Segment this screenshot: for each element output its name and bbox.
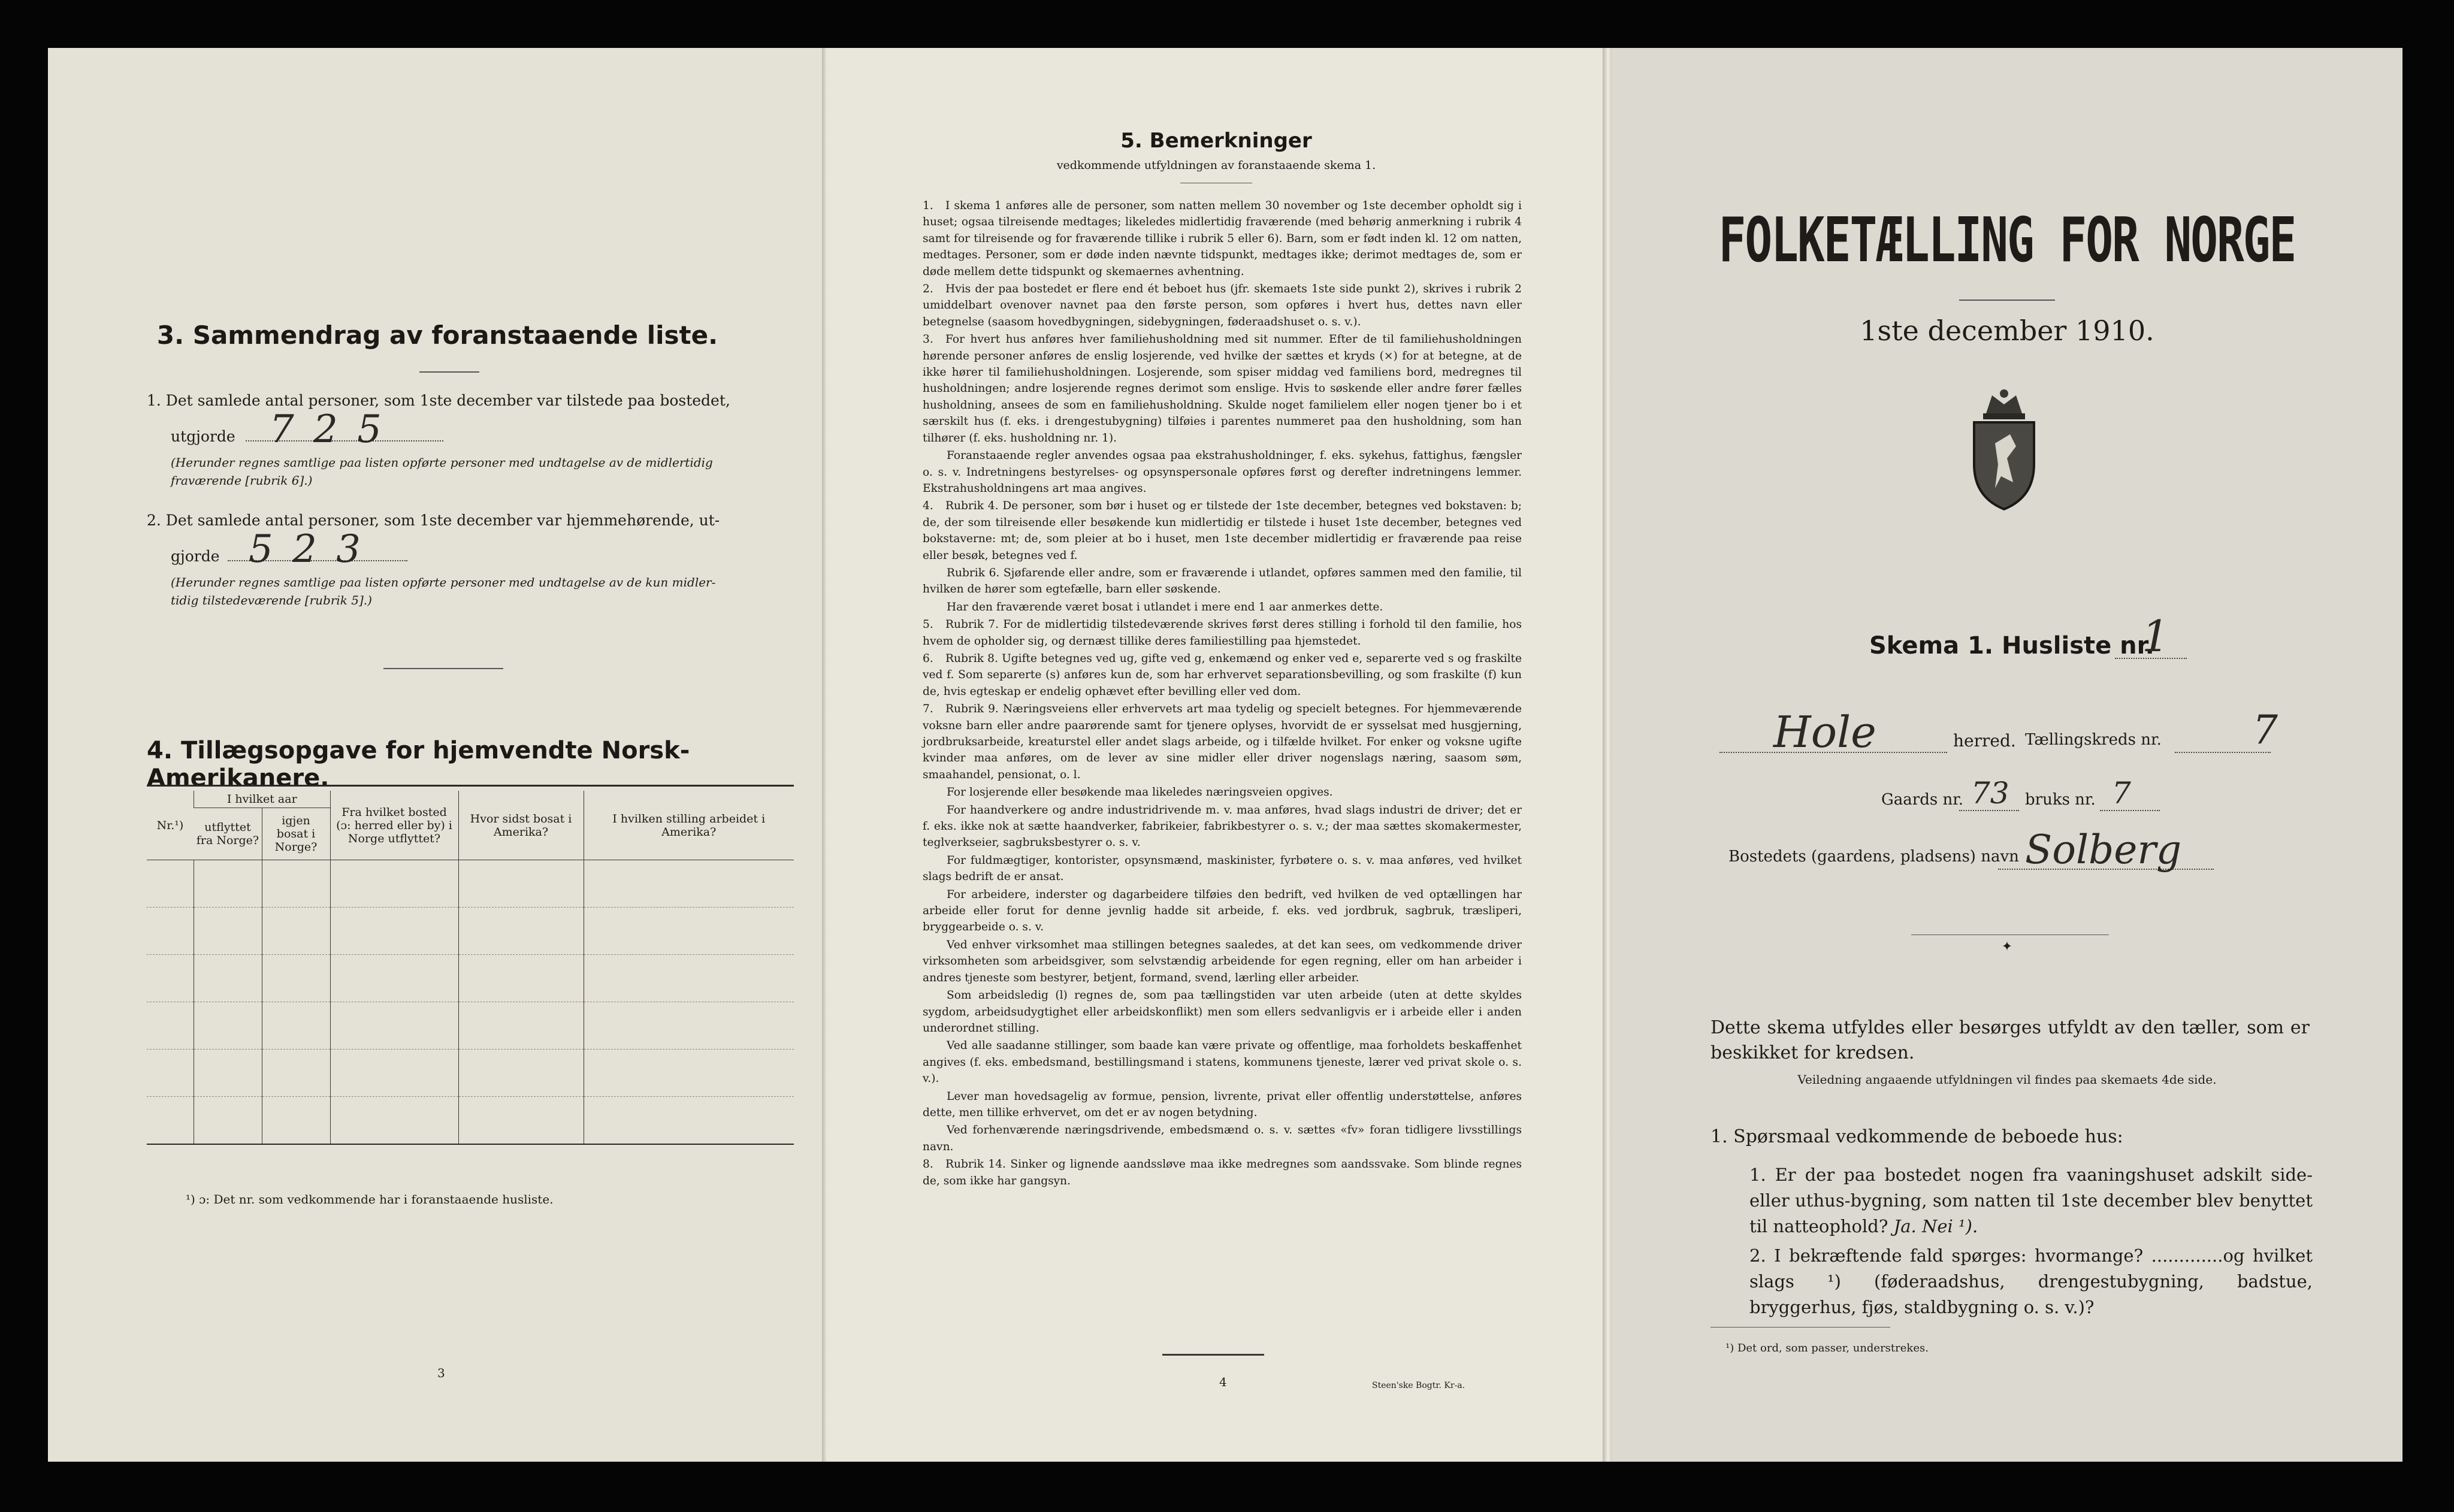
norsk-amerikanere-table xyxy=(147,791,794,1145)
remark-text: Har den fraværende været bosat i utlandet i mere end 1 aar anmerkes dette. xyxy=(947,600,1383,613)
divider xyxy=(383,668,503,669)
intro-text: Dette skema utfyldes eller besørges utfyldt av den tæller, som er beskikket for kredsen. xyxy=(1710,1017,2310,1063)
table-top-rule xyxy=(147,785,794,787)
col-group-year: I hvilket aar xyxy=(194,791,331,808)
page-1 xyxy=(1612,48,2402,1462)
page-4 xyxy=(827,48,1606,1462)
husliste-nr-handwritten: 1 xyxy=(2142,611,2169,661)
remark-text: For hvert hus anføres hver familiehusholdning med sit nummer. Efter de til familiehusholdningen hørende personer anføres de enslig losjerende, ved hvilke der sættes et kryds (×) for at betegne, at de ikke hører til familiehusholdningen. Losjerende, som spiser middag ved familiens bord, medregnes til husholdningen; andre losjerende regnes derimot som enslige. Hvis to søskende eller andre fører fælles husholdning, ansees de som en familiehusholdning. Skulde noget familielem eller nogen tjener bo i et særskilt hus (f. eks. i drengestubygning) tilføies i parentes nummeret paa den husholdning, som han tilhører (f. eks. husholdning nr. 1). xyxy=(923,333,1522,444)
remark-text: Lever man hovedsagelig av formue, pension, livrente, privat eller offentlig understøttelse, anføres dette, men tillike erhvervet, om det er av nogen betydning. xyxy=(923,1090,1522,1119)
herred-handwritten: Hole xyxy=(1773,707,1876,757)
remarks-subtitle: vedkommende utfyldningen av foranstaaende skema 1. xyxy=(1056,159,1376,172)
gaards-label: Gaards nr. xyxy=(1881,791,1964,809)
remark-text: For fuldmægtiger, kontorister, opsynsmænd, maskinister, fyrbøtere o. s. v. maa anføres, ved hvilket slags bedrift de er ansat. xyxy=(923,854,1522,884)
remark-paragraph xyxy=(923,701,1522,783)
kreds-handwritten: 7 xyxy=(2253,707,2278,753)
remark-paragraph xyxy=(923,447,1522,497)
coat-of-arms-icon xyxy=(1959,386,2049,512)
census-title: FOLKETÆLLING FOR NORGE xyxy=(1718,204,2296,276)
question-1 xyxy=(1749,1162,2313,1239)
remark-paragraph xyxy=(923,599,1522,615)
remark-text: Hvis der paa bostedet er flere end ét beboet hus (jfr. skemaets 1ste side punkt 2), skrives i rubrik 2 umiddelbart ovenover navnet paa den første person, som opføres i hvert hus, dettes navn eller betegnelse (saasom hovedbygningen, sidebygningen, føderaadshuset o. s. v.). xyxy=(923,283,1522,328)
remark-text: For losjerende eller besøkende maa likeledes næringsveien opgives. xyxy=(947,786,1333,799)
item2-handwritten-value: 5 2 3 xyxy=(249,527,364,571)
remark-text: Ved enhver virksomhet maa stillingen betegnes saaledes, at det kan sees, om vedkommende driver virksomheten som arbeidsgiver, som selvstændig arbeidende for egen regning, eller om han arbeider i andres tjeneste som bestyrer, betjent, formand, svend, lærling eller arbeider. xyxy=(923,938,1522,984)
col-bosted: Fra hvilket bosted (ɔ: herred eller by) i Norge utflyttet? xyxy=(330,791,458,860)
remark-number: 2. xyxy=(923,283,933,296)
remark-paragraph xyxy=(923,198,1522,280)
question-header: 1. Spørsmaal vedkommende de beboede hus: xyxy=(1710,1126,2123,1147)
remark-number: 6. xyxy=(923,652,933,665)
remark-number: 5. xyxy=(923,618,933,631)
divider xyxy=(1162,1354,1264,1356)
col-utflyttet: utflyttet fra Norge? xyxy=(194,808,262,860)
section-4-title: 4. Tillægsopgave for hjemvendte Norsk-Amerikanere. xyxy=(147,737,690,792)
remark-number: 4. xyxy=(923,500,933,513)
printer-mark: Steen'ske Bogtr. Kr-a. xyxy=(1372,1381,1465,1390)
section-3-title: 3. Sammendrag av foranstaaende liste. xyxy=(156,320,718,350)
col-nr: Nr.¹) xyxy=(147,791,194,860)
remark-paragraph xyxy=(923,651,1522,700)
remark-paragraph xyxy=(923,1088,1522,1121)
remark-paragraph xyxy=(923,937,1522,986)
remarks-title: 5. Bemerkninger xyxy=(1120,129,1312,153)
remark-number: 7. xyxy=(923,703,933,716)
remark-text: Rubrik 8. Ugifte betegnes ved ug, gifte ved g, enkemænd og enker ved e, separerte ved s og fraskilte ved f. Som separerte (s) anføres kun de, som har erhvervet separationsbevilling, og som fraskilte (f) kun de, hvis egteskap er endelig ophævet efter bevilling eller ved dom. xyxy=(923,652,1522,698)
remark-paragraph xyxy=(923,1122,1522,1155)
item1-label: utgjorde xyxy=(171,428,235,445)
item2-label: gjorde xyxy=(171,548,220,565)
table-row xyxy=(147,908,794,955)
bruks-handwritten: 7 xyxy=(2112,776,2131,811)
remark-paragraph xyxy=(923,784,1522,800)
page-number: 4 xyxy=(1219,1375,1227,1389)
remark-paragraph xyxy=(923,331,1522,446)
table-row xyxy=(147,1097,794,1145)
col-amerika-bosat: Hvor sidst bosat i Amerika? xyxy=(458,791,584,860)
remark-text: Rubrik 4. De personer, som bør i huset og er tilstede der 1ste december, betegnes ved bokstaven: b; de, der som tilreisende eller besøkende kun midlertidig er tilstede i huset 1ste december, betegnes ved bokstaverne: mt; de, som pleier at bo i huset, men 1ste december midlertidig er fraværende paa reise eller besøk, betegnes ved f. xyxy=(923,500,1522,562)
divider xyxy=(1959,300,2055,301)
question-2: 2. I bekræftende fald spørges: hvormange? .............og hvilket slags ¹) (føderaadshus, drengestubygning, badstue, bryggerhus, fjøs, staldbygning o. s. v.)? xyxy=(1749,1245,2313,1317)
table-row xyxy=(147,955,794,1002)
remark-text: Rubrik 7. For de midlertidig tilstedeværende skrives først deres stilling i forhold til den familie, hos hvem de opholder sig, og dernæst tillike deres familiestilling paa hjemstedet. xyxy=(923,618,1522,648)
remark-paragraph xyxy=(923,616,1522,649)
table-row xyxy=(147,860,794,908)
page-3 xyxy=(48,48,827,1462)
item1-handwritten-value: 7 2 5 xyxy=(270,407,385,452)
remark-text: Foranstaaende regler anvendes ogsaa paa ekstrahusholdninger, f. eks. sykehus, fattighus, fængsler o. s. v. Indretningens bestyrelses- og opsynspersonale opføres først og derefter indretningens lemmer. Ekstrahusholdningens art maa angives. xyxy=(923,449,1522,495)
remark-paragraph xyxy=(923,852,1522,885)
remarks-list xyxy=(923,198,1522,1190)
item1-note-1: (Herunder regnes samtlige paa listen opførte personer med undtagelse av de midlertidig xyxy=(171,455,713,470)
remark-text: Rubrik 9. Næringsveiens eller erhvervets art maa tydelig og specielt betegnes. For hjemmeværende voksne barn eller andre paarørende samt for tjenere oplyses, hvorvidt de er sysselsat med husgjerning, jordbruksarbeide, kreaturstel eller andet slags arbeide, og i tilfælde hvilket. For enker og voksne ugifte kvinder maa anføres, om de lever av sine midler eller driver nogenslags næring, saasom søm, smaahandel, pensionat, o. l. xyxy=(923,703,1522,781)
bosted-label: Bostedets (gaardens, pladsens) navn xyxy=(1728,848,2019,866)
remark-paragraph xyxy=(923,498,1522,564)
question-1-text: 1. Er der paa bostedet nogen fra vaaningshuset adskilt side- eller uthus-bygning, som natten til 1ste december blev benyttet til natteophold? xyxy=(1749,1165,2313,1236)
page1-footnote: ¹) Det ord, som passer, understrekes. xyxy=(1725,1342,1929,1354)
col-stilling: I hvilken stilling arbeidet i Amerika? xyxy=(584,791,794,860)
bruks-label: bruks nr. xyxy=(2025,791,2096,809)
item2-note-1: (Herunder regnes samtlige paa listen opførte personer med undtagelse av de kun midler- xyxy=(171,575,716,589)
remark-text: For arbeidere, inderster og dagarbeidere tilføies den bedrift, ved hvilken de ved optællingen har arbeide eller forut for denne jevnlig hadde sit arbeide, f. eks. ved jordbruk, sagbruk, træsliperi, bryggearbeide o. s. v. xyxy=(923,888,1522,934)
bosted-handwritten: Solberg xyxy=(2025,827,2182,873)
divider xyxy=(419,371,479,373)
question-1-answer: Ja. Nei ¹). xyxy=(1893,1216,1978,1236)
col-bosat-igjen: igjen bosat i Norge? xyxy=(262,808,330,860)
remark-number: 8. xyxy=(923,1158,933,1171)
skema-label: Skema 1. Husliste nr. xyxy=(1869,632,2154,660)
remark-paragraph xyxy=(923,565,1522,598)
ornament-icon: ✦ xyxy=(2001,939,2013,954)
table-row xyxy=(147,1002,794,1050)
summary-item-1: 1. Det samlede antal personer, som 1ste december var tilstede paa bostedet, xyxy=(147,392,730,409)
remark-text: Rubrik 6. Sjøfarende eller andre, som er fraværende i utlandet, opføres sammen med den familie, til hvilken de hører som egtefælle, barn eller søskende. xyxy=(923,566,1522,596)
remark-paragraph xyxy=(923,887,1522,936)
summary-item-2: 2. Det samlede antal personer, som 1ste december var hjemmehørende, ut- xyxy=(147,512,720,529)
remark-paragraph xyxy=(923,1156,1522,1189)
census-date: 1ste december 1910. xyxy=(1860,315,2154,347)
remark-number: 1. xyxy=(923,199,933,212)
remark-text: Rubrik 14. Sinker og lignende aandssløve maa ikke medregnes som aandssvake. Som blinde regnes de, som ikke har gangsyn. xyxy=(923,1158,1522,1187)
item2-note-2: tidig tilstedeværende [rubrik 5].) xyxy=(171,593,372,607)
remark-text: Ved alle saadanne stillinger, som baade kan være private og offentlige, maa forholdets beskaffenhet angives (f. eks. embedsmand, bestillingsmand i statens, kommunens tjeneste, lærer ved privat skole o. s. v.). xyxy=(923,1039,1522,1085)
remark-paragraph xyxy=(923,281,1522,330)
remark-text: Ved forhenværende næringsdrivende, embedsmænd o. s. v. sættes «fv» foran tidligere livsstillings navn. xyxy=(923,1124,1522,1153)
kreds-label: Tællingskreds nr. xyxy=(2025,731,2162,749)
remark-number: 3. xyxy=(923,333,933,346)
page-number: 3 xyxy=(437,1366,445,1380)
item1-note-2: fraværende [rubrik 6].) xyxy=(171,473,313,488)
remark-text: For haandverkere og andre industridrivende m. v. maa anføres, hvad slags industri de driver; det er f. eks. ikke nok at sætte haandverker, fabrikeier, fabrikbestyrer o. s. v.; der maa sættes skomakermester, teglverkseier, sagbruksbestyrer o. s. v. xyxy=(923,803,1522,849)
remark-text: Som arbeidsledig (l) regnes de, som paa tællingstiden var uten arbeide (uten at dette skyldes sygdom, arbeidsudygtighet eller arbeidskonflikt) men som ellers sedvanligvis er i arbeide eller i anden underordnet stilling. xyxy=(923,989,1522,1035)
table-row xyxy=(147,1050,794,1097)
herred-label: herred. xyxy=(1953,731,2016,751)
remark-paragraph xyxy=(923,802,1522,851)
gaards-handwritten: 73 xyxy=(1971,776,2009,811)
intro-note: Veiledning angaaende utfyldningen vil findes paa skemaets 4de side. xyxy=(1797,1072,2217,1087)
remark-paragraph xyxy=(923,987,1522,1036)
remark-paragraph xyxy=(923,1038,1522,1087)
remark-text: I skema 1 anføres alle de personer, som natten mellem 30 november og 1ste december opholdt sig i huset; ogsaa tilreisende medtages; likeledes midlertidig fraværende (med behørig anmerkning i rubrik 4 samt for tilreisende og for fraværende tillike i rubrik 5 eller 6). Barn, som er født inden kl. 12 om natten, medtages. Personer, som er døde inden nævnte tidspunkt, medtages ikke; derimot medtages de, som er døde mellem dette tidspunkt og skemaernes avhentning. xyxy=(923,199,1522,278)
table-footnote: ¹) ɔ: Det nr. som vedkommende har i foranstaaende husliste. xyxy=(186,1192,554,1206)
